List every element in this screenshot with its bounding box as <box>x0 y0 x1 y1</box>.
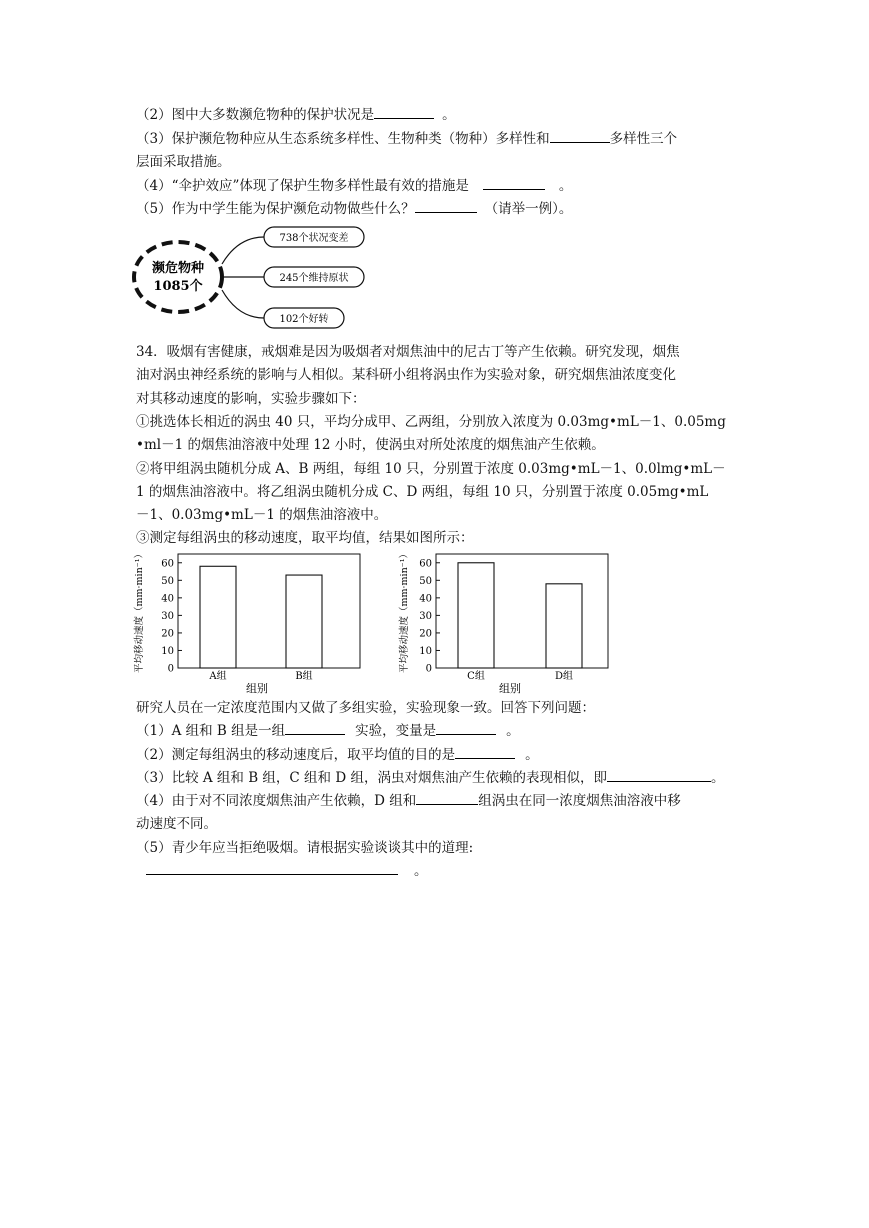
bar <box>546 584 582 668</box>
q34-step-3: ③测定每组涡虫的移动速度，取平均值，结果如图所示： <box>136 530 474 546</box>
y-tick-label: 40 <box>419 593 432 605</box>
q34-after: 研究人员在一定浓度范围内又做了多组实验，实验现象一致。回答下列问题： <box>136 700 595 716</box>
y-tick-label: 10 <box>161 645 174 657</box>
bar-chart-cd <box>393 548 623 696</box>
y-tick-label: 60 <box>419 558 432 570</box>
category-label: B组 <box>295 671 313 682</box>
q34-intro-1: 34．吸烟有害健康，戒烟难是因为吸烟者对烟焦油中的尼古丁等产生依赖。研究发现，烟焦 <box>136 344 680 360</box>
y-tick-label: 50 <box>161 575 174 587</box>
branch-better: 102个好转 <box>279 314 329 325</box>
answer-blank[interactable] <box>607 767 711 782</box>
y-tick-label: 30 <box>419 610 432 622</box>
y-tick-label: 60 <box>161 558 174 570</box>
branch-same: 245个维持原状 <box>279 273 349 284</box>
y-tick-label: 40 <box>161 593 174 605</box>
y-tick-label: 0 <box>425 663 432 675</box>
question-4: （4）“伞护效应”体现了保护生物多样性最有效的措施是 。 <box>136 175 572 197</box>
q34-intro-2: 油对涡虫神经系统的影响与人相似。某科研小组将涡虫作为实验对象，研究烟焦油浓度变化 <box>136 367 676 383</box>
q34-answer-5-blank: 。 <box>136 860 428 882</box>
y-tick-label: 0 <box>167 663 174 675</box>
question-3-cont: 层面采取措施。 <box>136 154 231 170</box>
q34-answer-3: （3）比较 A 组和 B 组，C 组和 D 组，涡虫对烟焦油产生依赖的表现相似，即 。 <box>136 767 724 789</box>
answer-blank[interactable] <box>436 720 496 735</box>
y-tick-label: 50 <box>419 575 432 587</box>
question-5: （5）作为中学生能为保护濒危动物做些什么？ （请举一例）。 <box>136 198 572 220</box>
bar <box>200 566 236 668</box>
answer-blank[interactable] <box>415 198 477 213</box>
question-3: （3）保护濒危物种应从生态系统多样性、生物种类（物种）多样性和 多样性三个 <box>136 128 677 150</box>
y-tick-label: 10 <box>419 645 432 657</box>
answer-blank[interactable] <box>285 720 345 735</box>
category-label: C组 <box>467 671 485 682</box>
branch-worse: 738个状况变差 <box>279 233 349 244</box>
category-label: D组 <box>554 671 574 682</box>
q34-step-2: ②将甲组涡虫随机分成 A、B 两组，每组 10 只，分别置于浓度 0.03mg•mL－1、0.0lmg•mL－ <box>136 461 726 477</box>
answer-blank[interactable] <box>416 790 478 805</box>
q34-answer-1: （1）A 组和 B 组是一组 实验，变量是 。 <box>136 720 520 742</box>
x-axis-label: 组别 <box>246 682 268 695</box>
q34-step-1-cont: •ml－1 的烟焦油溶液中处理 12 小时，使涡虫对所处浓度的烟焦油产生依赖。 <box>136 437 605 453</box>
bar <box>458 563 494 668</box>
bar-chart-ab <box>128 548 363 696</box>
q34-answer-5: （5）青少年应当拒绝吸烟。请根据实验谈谈其中的道理: <box>136 840 474 856</box>
question-2-text: （2）图中大多数濒危物种的保护状况是 <box>136 107 375 123</box>
q34-answer-4-cont: 动速度不同。 <box>136 816 217 832</box>
y-tick-label: 20 <box>419 628 432 640</box>
diagram-center-count: 1085个 <box>153 279 203 294</box>
q34-intro-3: 对其移动速度的影响，实验步骤如下： <box>136 391 366 407</box>
endangered-species-diagram <box>128 222 388 332</box>
q34-answer-4: （4）由于对不同浓度烟焦油产生依赖，D 组和 组涡虫在同一浓度烟焦油溶液中移 <box>136 790 681 812</box>
y-tick-label: 30 <box>161 610 174 622</box>
bar <box>286 575 322 668</box>
answer-blank[interactable] <box>550 128 610 143</box>
q34-answer-2: （2）测定每组涡虫的移动速度后，取平均值的目的是 。 <box>136 744 539 766</box>
diagram-center-label: 濒危物种 <box>151 261 205 276</box>
q34-step-1: ①挑选体长相近的涡虫 40 只，平均分成甲、乙两组，分别放入浓度为 0.03mg•mL－1、0.05mg <box>136 414 726 430</box>
q34-step-2-cont2: －1、0.03mg•mL－1 的烟焦油溶液中。 <box>136 507 388 523</box>
answer-blank[interactable] <box>146 860 398 875</box>
answer-blank[interactable] <box>374 104 434 119</box>
y-tick-label: 20 <box>161 628 174 640</box>
category-label: A组 <box>209 671 227 682</box>
y-axis-label: 平均移动速度（mm·min⁻¹） <box>399 548 410 674</box>
answer-blank[interactable] <box>455 744 515 759</box>
x-axis-label: 组别 <box>499 682 521 695</box>
y-axis-label: 平均移动速度（mm·min⁻¹） <box>134 548 145 674</box>
question-2: （2）图中大多数濒危物种的保护状况是 。 <box>136 104 456 126</box>
answer-blank[interactable] <box>483 175 545 190</box>
q34-step-2-cont: 1 的烟焦油溶液中。将乙组涡虫随机分成 C、D 两组，每组 10 只，分别置于浓度 0.05mg•mL <box>136 484 709 500</box>
